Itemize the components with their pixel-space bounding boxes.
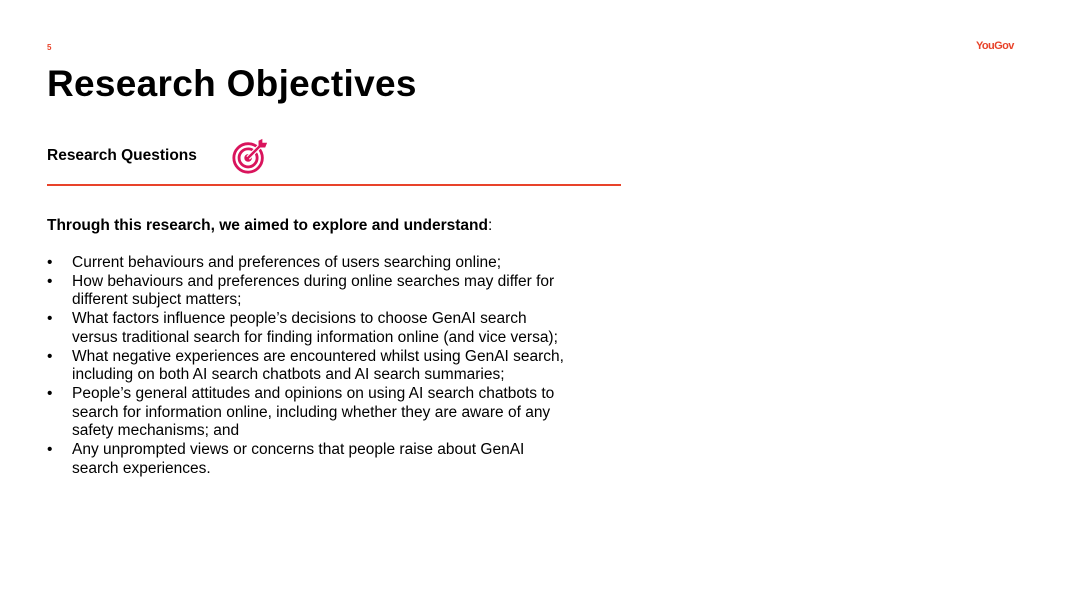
target-icon	[231, 137, 269, 175]
intro-bold: Through this research, we aimed to explore and understand	[47, 217, 488, 234]
objectives-list	[47, 254, 567, 478]
page-title: Research Objectives	[47, 63, 417, 104]
list-item: • What negative experiences are encountered whilst using GenAI search, including on both AI search chatbots and AI search summaries;	[47, 348, 567, 385]
list-item: • How behaviours and preferences during online searches may differ for different subject matters;	[47, 273, 567, 310]
list-item: • Current behaviours and preferences of users searching online;	[47, 254, 567, 273]
intro-text	[47, 216, 492, 235]
list-item: • People’s general attitudes and opinions on using AI search chatbots to search for information online, including whether they are aware of any safety mechanisms; and	[47, 385, 567, 441]
intro-suffix: :	[487, 217, 493, 234]
page-number: 5	[47, 43, 52, 52]
list-item: • Any unprompted views or concerns that people raise about GenAI search experiences.	[47, 441, 567, 478]
section-heading: Research Questions	[47, 147, 197, 164]
brand-logo: YouGov	[976, 40, 1014, 52]
section-divider	[47, 184, 621, 186]
list-item: • What factors influence people’s decisions to choose GenAI search versus traditional search for finding information online (and vice versa);	[47, 310, 567, 347]
